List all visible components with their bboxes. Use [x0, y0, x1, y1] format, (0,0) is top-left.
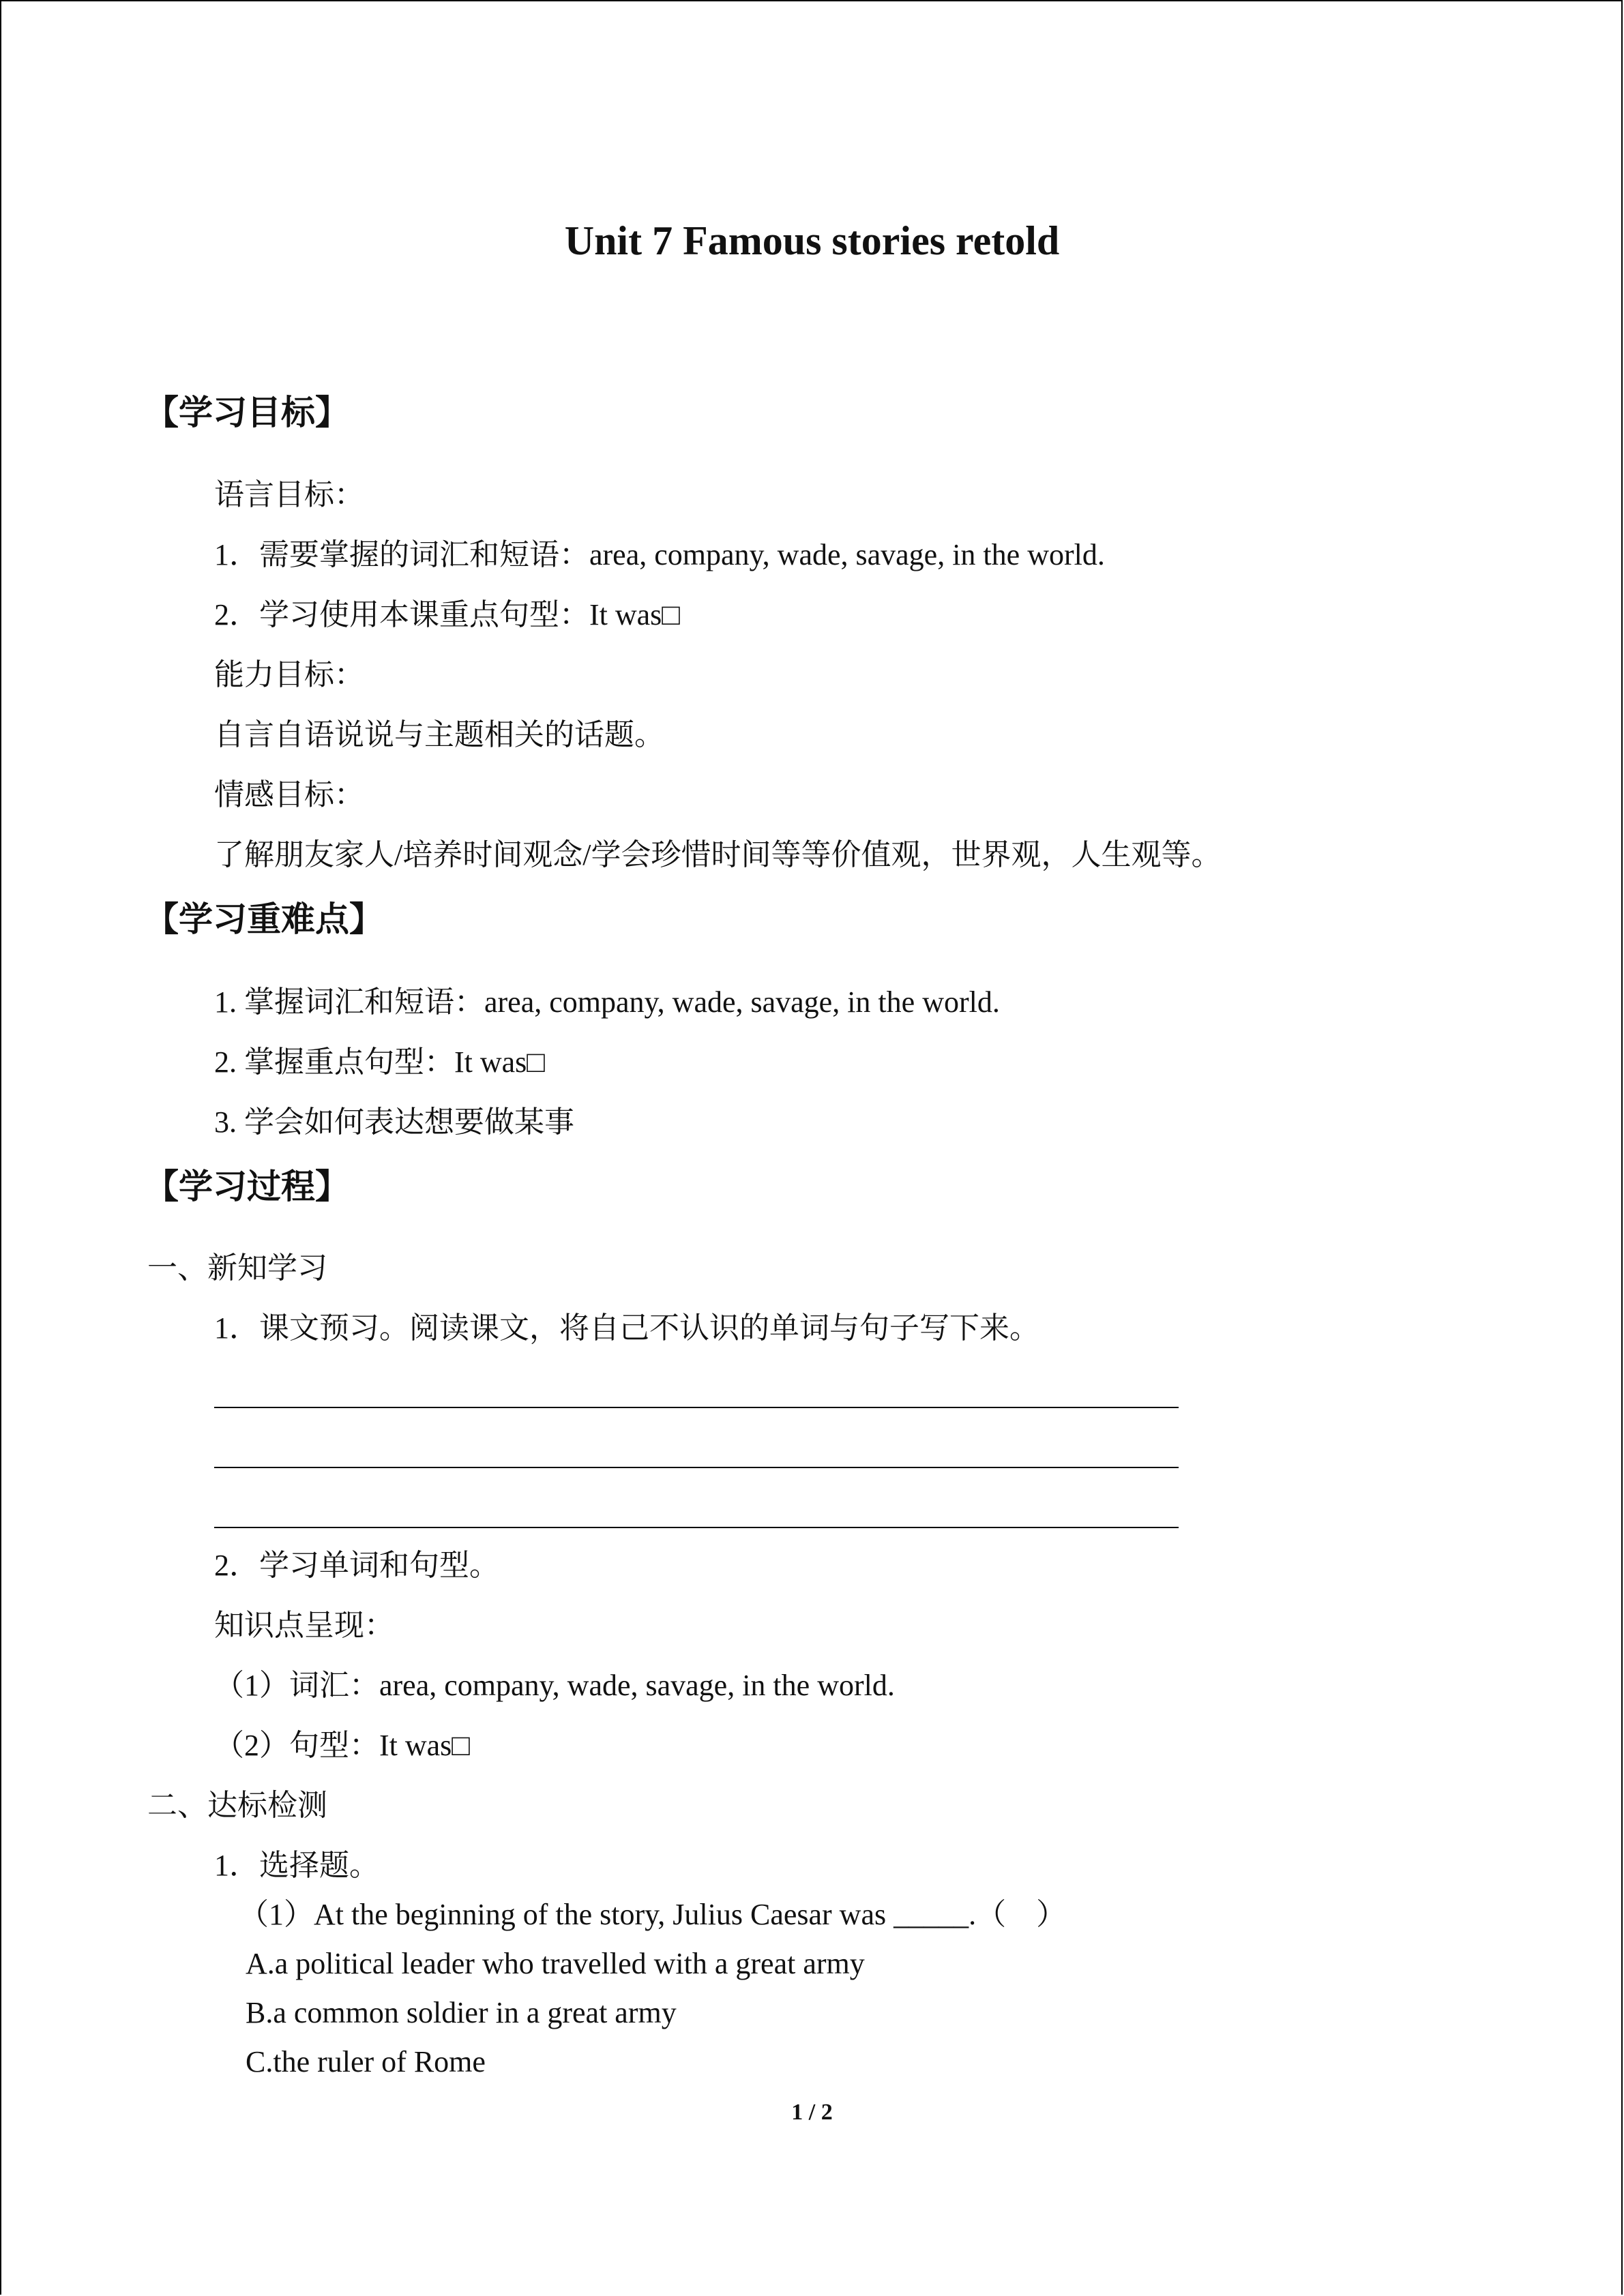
key-point-3: 3. 学会如何表达想要做某事 — [214, 1105, 574, 1139]
ability-goal-text: 自言自语说说与主题相关的话题。 — [214, 718, 664, 751]
question-1-option-b: B.a common soldier in a great army — [246, 1996, 677, 2029]
key-point-2: 2. 掌握重点句型：It was□ — [214, 1045, 545, 1079]
emotion-goal-text: 了解朋友家人/培养时间观念/学会珍惜时间等等价值观，世界观，人生观等。 — [214, 838, 1222, 871]
study-words-task: 2．学习单词和句型。 — [214, 1549, 499, 1582]
language-goal-label: 语言目标： — [214, 478, 364, 511]
key-point-1: 1. 掌握词汇和短语：area, company, wade, savage, in the world. — [214, 985, 1000, 1019]
part-assessment-title: 二、达标检测 — [147, 1789, 327, 1822]
section-heading-learning-goals: 【学习目标】 — [145, 393, 349, 432]
answer-line-3[interactable] — [214, 1527, 1179, 1528]
question-1-option-c: C.the ruler of Rome — [246, 2045, 486, 2078]
page-number: 1 / 2 — [791, 2100, 833, 2125]
document-title: Unit 7 Famous stories retold — [564, 218, 1060, 263]
knowledge-vocabulary: （1）词汇：area, company, wade, savage, in the world. — [214, 1669, 895, 1702]
ability-goal-label: 能力目标： — [214, 658, 364, 691]
emotion-goal-label: 情感目标： — [214, 778, 364, 811]
section-heading-learning-process: 【学习过程】 — [145, 1167, 349, 1206]
preview-task: 1．课文预习。阅读课文，将自己不认识的单词与句子写下来。 — [214, 1311, 1039, 1345]
multiple-choice-title: 1．选择题。 — [214, 1849, 379, 1882]
question-1-option-a: A.a political leader who travelled with a great army — [246, 1947, 865, 1980]
knowledge-points-label: 知识点呈现： — [214, 1609, 394, 1642]
part-new-knowledge-title: 一、新知学习 — [147, 1251, 327, 1285]
knowledge-sentence-pattern: （2）句型：It was□ — [214, 1729, 470, 1762]
goal-item-vocabulary: 1．需要掌握的词汇和短语：area, company, wade, savage, in the world. — [214, 538, 1105, 571]
question-1: （1）At the beginning of the story, Julius Caesar was _____.（ ） — [239, 1898, 1067, 1931]
answer-line-1[interactable] — [214, 1407, 1179, 1408]
goal-item-sentence-pattern: 2．学习使用本课重点句型：It was□ — [214, 598, 680, 631]
answer-line-2[interactable] — [214, 1467, 1179, 1468]
section-heading-key-difficulties: 【学习重难点】 — [145, 900, 383, 938]
